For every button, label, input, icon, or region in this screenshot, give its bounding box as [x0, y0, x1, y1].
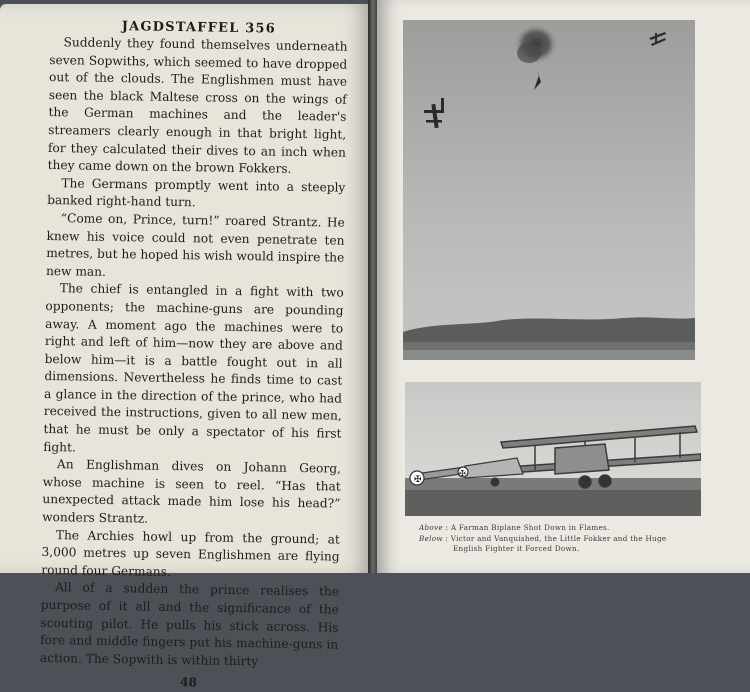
caption-below-text-2: English Fighter it Forced Down.	[453, 544, 580, 553]
left-page	[0, 4, 373, 690]
photo-sky-scene	[403, 20, 695, 360]
paragraph: “Come on, Prince, turn!” roared Strantz. He knew his voice could not even penetrate ten metres, but he hoped his wish would inspire the new man.	[45, 211, 345, 279]
caption-above-text: A Farman Biplane Shot Down in Flames.	[450, 523, 610, 532]
caption-below-text-1: Victor and Vanquished, the Little Fokker and the Huge	[450, 533, 667, 543]
running-head: JAGDSTAFFEL 356	[121, 19, 277, 37]
caption-below-label: Below :	[419, 533, 449, 543]
paragraph: All of a sudden the prince realises the purpose of it all and the significance of the scouting pilot. He pulls his stick across. His fore and middle fingers put his machine-guns in action. The Sopwith is within thirty	[39, 580, 340, 669]
photo-biplane-shot-down	[403, 20, 695, 360]
iron-cross-icon: ✠	[414, 475, 422, 485]
left-page-content	[39, 18, 347, 692]
paragraph: The Germans promptly went into a steeply banked right-hand turn.	[47, 175, 346, 210]
photo-airfield-scene	[405, 382, 701, 516]
caption-above-label: Above :	[419, 523, 449, 532]
photo-caption	[419, 523, 709, 555]
photo-fokker-and-english-fighter	[405, 382, 701, 516]
iron-cross-icon: ✠	[459, 469, 466, 478]
paragraph: An Englishman dives on Johann Georg, whose machine is seen to reel. “Has that unexpected attack made him lose his head?” wonders Strantz.	[42, 457, 342, 526]
paragraph: Suddenly they found themselves underneath seven Sopwiths, which seemed to have dropped out of the clouds. The Englishmen must have seen the black Maltese cross on the wings of the German machines and the leader's streamers clearly enough in that bright light, for they calculated their dives to an inch when they came down on the brown Fokkers.	[47, 35, 348, 176]
body-text	[40, 34, 348, 672]
paragraph: The chief is entangled in a fight with two opponents; the machine-guns are pounding away. A moment ago the machines were to right and left of him—now they are above and below him—it is a battle fought out in all dimensions. Nevertheless he finds time to cast a glance in the direction of the prince, who had received the instructions, given to all new men, that he must be only a spectator of his first fight.	[43, 281, 344, 455]
right-page	[377, 0, 750, 573]
paragraph: The Archies howl up from the ground; at 3,000 metres up seven Englishmen are flying round four Germans.	[41, 527, 340, 579]
page-number: 48	[180, 675, 198, 690]
